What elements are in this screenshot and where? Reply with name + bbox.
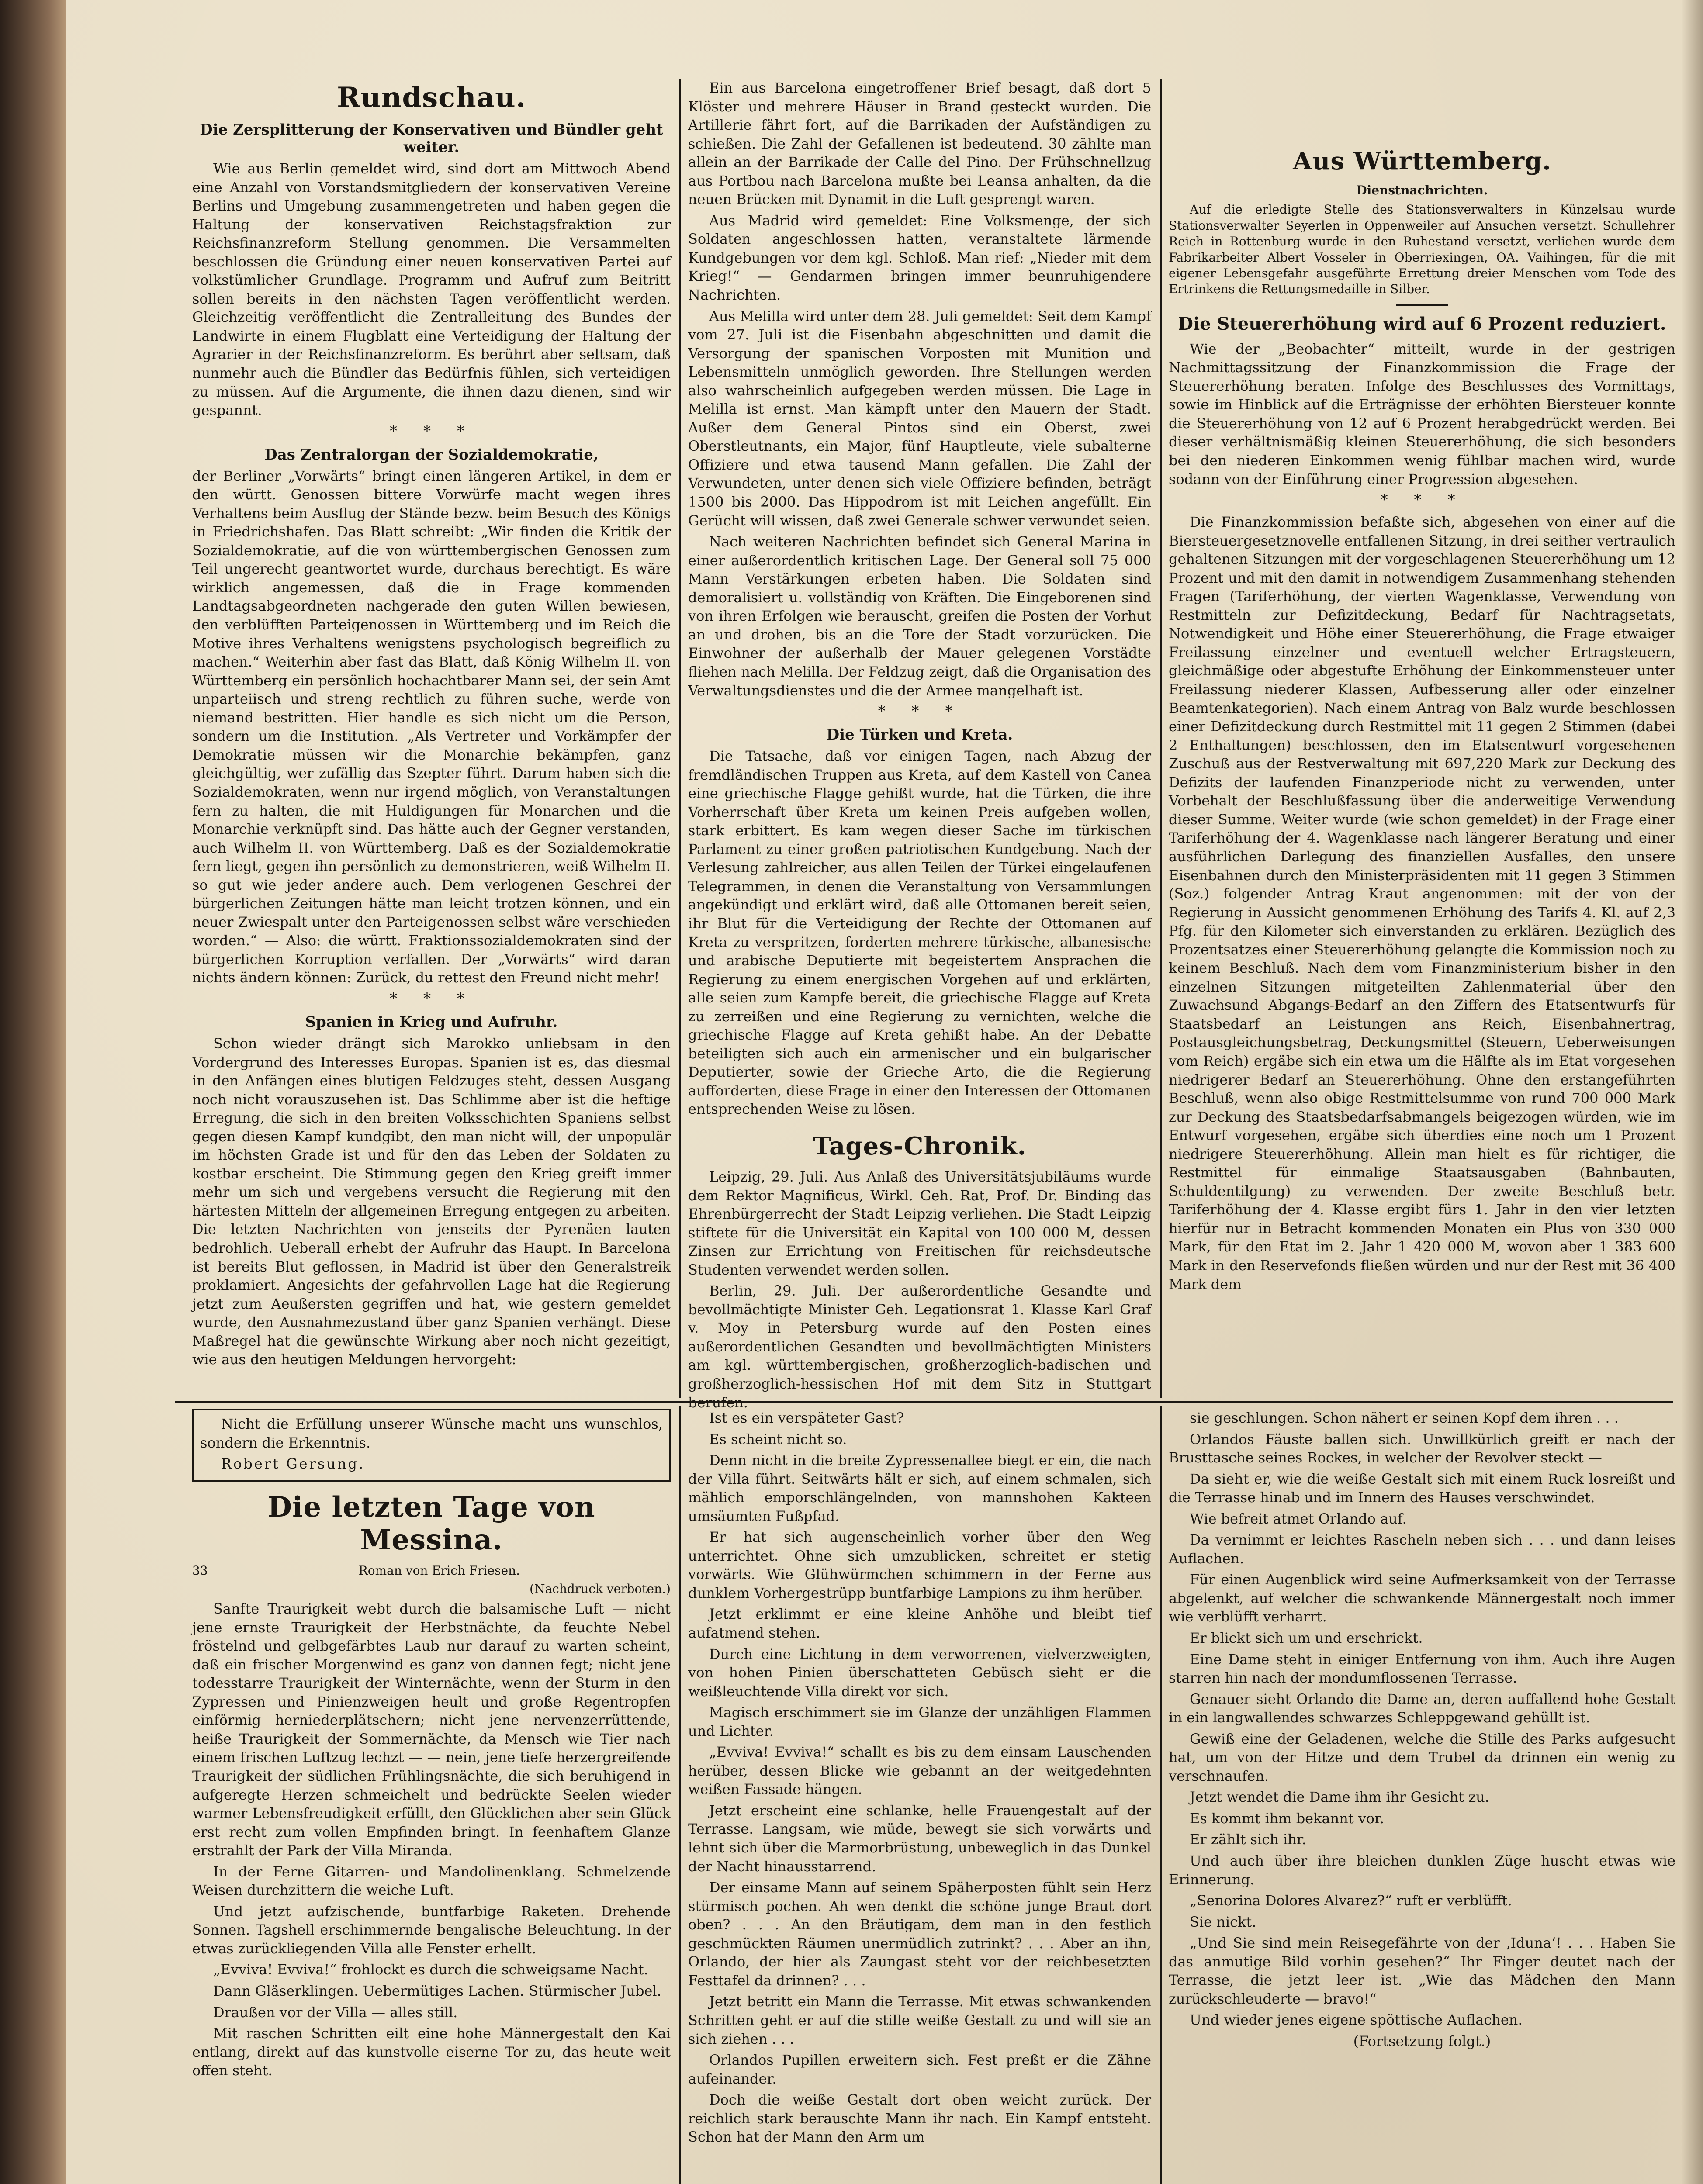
novel-text: Jetzt erklimmt er eine kleine Anhöhe und bleibt tief aufatmend stehen. [688,1606,1151,1641]
novel-text: Orlandos Pupillen erweitern sich. Fest preßt er die Zähne aufeinander. [688,2052,1151,2087]
novel-text: Jetzt wendet die Dame ihm ihr Gesicht zu. [1190,1789,1489,1806]
article-text: Aus Madrid wird gemeldet: Eine Volksmenge, der sich Soldaten angeschlossen hatten, veranstaltete lärmende Kundgebungen vor dem kgl. Schloß. Man rief: „Nieder mit dem Krieg!“ — Gendarmen bringen immer beunruhigendere Nachrichten. [688,212,1151,304]
newspaper-page [66,0,1703,2184]
motto-quote: Nicht die Erfüllung unserer Wünsche macht uns wunschlos, sondern die Erkenntnis. [200,1416,663,1451]
novel-text: Jetzt erscheint eine schlanke, helle Frauengestalt auf der Terrasse. Langsam, wie müde, bewegt sie sich vorwärts und lehnt sich über die Marmorbrüstung, unbeweglich in das Dunkel der Nacht hinausstarrend. [688,1802,1151,1875]
installment-number: 33 [192,1563,208,1578]
novel-text: Und auch über ihre bleichen dunklen Züge huscht etwas wie Erinnerung. [1169,1852,1675,1888]
article-text: Leipzig, 29. Juli. Aus Anlaß des Universitätsjubiläums wurde dem Rektor Magnificus, Wirkl. Geh. Rat, Prof. Dr. Binding das Ehrenbürgerrecht der Stadt Leipzig verliehen. Die Stadt Leipzig stiftete für die Universität ein Kapital von 100 000 M, dessen Zinsen zur Errichtung von Freitischen für reichsdeutsche Studenten verwendet werden sollen. [688,1168,1151,1278]
novel-title: Die letzten Tage von Messina. [267,1490,595,1556]
novel-text: Magisch erschimmert sie im Glanze der unzähligen Flammen und Lichter. [688,1704,1151,1739]
novel-text: Genauer sieht Orlando die Dame an, deren auffallend hohe Gestalt in ein langwallendes schwarzes Schleppgewand gehüllt ist. [1169,1690,1675,1726]
novel-text: Er hat sich augenscheinlich vorher über den Weg unterrichtet. Ohne sich umzublicken, schreitet er stetig vorwärts. Wie Glühwürmchen schimmern in der Ferne aus dunklem Vorhergestrüpp buntfarbige Lampions zu ihm herüber. [688,1529,1151,1601]
novel-text: Eine Dame steht in einiger Entfernung von ihm. Auch ihre Augen starren hin nach der mondumflossenen Terrasse. [1169,1651,1675,1686]
novel-text: Wie befreit atmet Orlando auf. [1190,1510,1407,1527]
novel-text: Es kommt ihm bekannt vor. [1190,1810,1385,1827]
novel-text: Mit raschen Schritten eilt eine hohe Männergestalt den Kai entlang, direkt auf das kunstvolle eiserne Tor zu, das heute weit offen steht. [192,2025,671,2079]
page-edge-shadow [1681,0,1703,2184]
novel-text: „Evviva! Evviva!“ frohlockt es durch die schweigsame Nacht. [213,1961,648,1978]
column-novel-3 [1169,1409,1675,2184]
novel-text: Denn nicht in die breite Zypressenallee biegt er ein, die nach der Villa führt. Seitwärts hält er sich, auf einem schmalen, sich mählich emporschlängelnden, von mannshohen Kakteen umsäumten Fußpfad. [688,1452,1151,1524]
novel-text: Draußen vor der Villa — alles still. [213,2004,458,2021]
column-rule [679,1406,681,2184]
article-heading: Die Türken und Kreta. [826,726,1013,744]
separator-line [1396,304,1448,306]
star-separator: *** [878,702,979,720]
novel-text: Dann Gläserklingen. Uebermütiges Lachen. Stürmischer Jubel. [213,1982,661,1999]
article-heading: Spanien in Krieg und Aufruhr. [305,1013,558,1031]
novel-text: Sie nickt. [1190,1913,1256,1930]
article-heading: Das Zentralorgan der Sozialdemokratie, [264,446,599,463]
article-heading: Dienstnachrichten. [1356,183,1488,197]
reprint-notice: (Nachdruck verboten.) [530,1581,671,1596]
novel-text: sie geschlungen. Schon nähert er seinen Kopf dem ihren . . . [1190,1410,1619,1426]
novel-text: Orlandos Fäuste ballen sich. Unwillkürlich greift er nach der Brusttasche seines Rockes, in welcher der Revolver steckt — [1169,1431,1675,1466]
section-heading-chronik: Tages-Chronik. [813,1131,1027,1161]
star-separator: *** [390,422,491,440]
novel-text: In der Ferne Gitarren- und Mandolinenklang. Schmelzende Weisen durchzittern die weiche Luft. [192,1863,671,1899]
article-text: der Berliner „Vorwärts“ bringt einen längeren Artikel, in dem er den württ. Genossen bittere Vorwürfe macht wegen ihres Verhaltens beim Ausflug der Stände bezw. beim Besuch des Königs in Friedrichshafen. Das Blatt schreibt: „Wir finden die Kritik der Sozialdemokratie, auf die von württembergischen Genossen zum Teil ungerecht geantwortet wurde, durchaus berechtigt. Es wäre wirklich angemessen, daß die in Frage kommenden Landtagsabgeordneten nachgerade den guten Willen bewiesen, den verblüfften Parteigenossen in Württemberg und im Reich die Motive ihres Verhaltens wenigstens psychologisch begreiflich zu machen.“ Weiterhin aber fast das Blatt, daß König Wilhelm II. von Württemberg ein persönlich hochachtbarer Mann sei, der sein Amt unparteiisch und streng rechtlich zu führen suche, werde von niemand bestritten. Hier handle es sich nicht um die Person, sondern um die Institution. „Als Vertreter und Vorkämpfer der Demokratie müssen wir die Monarchie bekämpfen, ganz gleichgültig, wer zufällig das Szepter führt. Darum haben sich die Sozialdemokraten, wenn nur irgend möglich, von Veranstaltungen fern zu halten, die mit Huldigungen für Monarchen und die Monarchie verknüpft sind. Das hätte auch der Gegner verstanden, auch Wilhelm II. von Württemberg. Daß es der Sozialdemokratie fern liegt, gegen ihn persönlich zu demonstrieren, weiß Wilhelm II. so gut wie jeder andere auch. Dem verlogenen Geschrei der bürgerlichen Zeitungen hätte man leicht trotzen können, und ein neuer Zwiespalt unter den Parteigenossen selbst wäre verschieden worden.“ — Also: die württ. Fraktionssozialdemokraten sind der bürgerlichen Korruption verfallen. Der „Vorwärts“ wird daran nichts ändern können: Zurück, du rettest den Freund nicht mehr! [192,467,671,986]
spacer [1169,79,1675,144]
novel-byline: Roman von Erich Friesen. [358,1563,520,1578]
article-text: Aus Melilla wird unter dem 28. Juli gemeldet: Seit dem Kampf vom 27. Juli ist die Eisenbahn abgeschnitten und damit die Versorgung der spanischen Vorposten mit Munition und Lebensmitteln unmöglich geworden. Ihre Stellungen werden also wahrscheinlich aufgegeben werden müssen. Die Lage in Melilla ist ernst. Man kämpft unter den Mauern der Stadt. Außer dem General Pintos sind ein Oberst, zwei Oberstleutnants, ein Major, fünf Hauptleute, viele subalterne Offiziere und etwa tausend Mann gefallen. Die Zahl der Verwundeten, unter denen sich viele Offiziere befinden, beträgt 1500 bis 2000. Das Hippodrom ist mit Leichen angefüllt. Ein Gerücht will wissen, daß zwei Generale schwer verwundet seien. [688,308,1151,529]
article-text: Die Finanzkommission befaßte sich, abgesehen von einer auf die Biersteuergesetznovelle entfallenen Sitzung, in drei seither vertraulich gehaltenen Sitzungen mit der vorgeschlagenen Steuererhöhung um 12 Prozent und mit den damit in notwendigem Zusammenhang stehenden Fragen (Tariferhöhung, der vierten Wagenklasse, Verwendung von Restmitteln zur Defizitdeckung, Bedarf für Nachtragsetats, Notwendigkeit und Höhe einer Steuererhöhung, die Frage etwaiger Freilassung einzelner und eventuell welcher Ertragsteuern, gleichmäßige oder abgestufte Erhöhung der Einkommensteuer unter Freilassung niederer Klassen, Aufbesserung aller oder einzelner Beamtenkategorien). Nach einem Antrag von Balz wurde beschlossen einer Defizitdeckung durch Restmittel mit 11 gegen 2 Stimmen (dabei 2 Enthaltungen) beschlossen, den im Etatsentwurf vorgesehenen Zuschuß aus der Restverwaltung mit 697,220 Mark zur Deckung des Defizits der laufenden Finanzperiode nicht zu verwenden, unter Vorbehalt der Beschlußfassung über die anderweitige Verwendung dieser Summe. Weiter wurde (wie schon gemeldet) in der Frage einer Tariferhöhung der 4. Wagenklasse nach längerer Beratung und einer ausführlichen Darlegung des finanziellen Ausfalles, den unsere Eisenbahnen durch den Ministerpräsidenten mit 11 gegen 3 Stimmen (Soz.) folgender Antrag Kraut angenommen: mit der von der Regierung in Aussicht genommenen Erhöhung des Tarifs 4. Kl. auf 2,3 Pfg. für den Kilometer sich einverstanden zu erklären. Bezüglich des Prozentsatzes einer Steuererhöhung gelangte die Kommission noch zu keinem Beschluß. Nach dem vom Finanzministerium bisher in den einzelnen Sitzungen mitgeteilten Zahlenmaterial über den Zuwachsund Abgangs-Bedarf an den Ziffern des Etatsentwurfs für Staatsbedarf an Leistungen ans Reich, Eisenbahnertrag, Postausgleichungsbetrag, Deckungsmittel (Steuern, Ueberweisungen vom Reich) ergäbe sich ein etwa um die Hälfte als im Etat vorgesehen niedrigerer Bedarf an Steuererhöhung. Ohne den erstangeführten Beschluß, wenn also obige Restmittelsumme von rund 700 000 Mark zur Deckung des Staatsbedarfsabmangels beigezogen würden, wie im Entwurf vorgesehen, ergäbe sich überdies eine noch um 1 Prozent niedrigere Steuererhöhung. Allein man hielt es für richtiger, die Restmittel für einmalige Staatsausgaben (Bahnbauten, Schuldentilgung) zu verwenden. Der zweite Beschluß betr. Tariferhöhung der 4. Klasse ergibt fürs 1. Jahr in den vier letzten hierfür nur in Betracht kommenden Monaten ein Plus von 330 000 Mark, für den Etat im 2. Jahr 1 420 000 M, wovon aber 1 383 600 Mark in den Reservefonds fließen würden und nur der Rest mit 36 400 Mark dem [1169,514,1675,1292]
column-rule [679,79,681,1398]
star-separator: *** [1380,491,1481,509]
motto-author: Robert Gersung. [221,1455,365,1472]
article-text: Nach weiteren Nachrichten befindet sich General Marina in einer außerordentlich kritischen Lage. Der General soll 75 000 Mann Verstärkungen erbeten haben. Die Soldaten sind demoralisiert u. vollständig von Kräften. Die Eingeborenen sind von ihren Erfolgen wie berauscht, greifen die Posten der Vorhut an und drohen, bis an die Tore der Stadt vorzurücken. Die Einwohner der außerhalb der Mauer gelegenen Vorstädte fliehen nach Melilla. Der Feldzug zeigt, daß die Organisation des Verwaltungsdienstes und die der Armee mangelhaft ist. [688,533,1151,699]
section-heading-wuerttemberg: Aus Württemberg. [1293,147,1551,176]
column-rule [1160,79,1162,1398]
novel-text: Gewiß eine der Geladenen, welche die Stille des Parks aufgesucht hat, um von der Hitze und dem Trubel da drinnen ein wenig zu verschnaufen. [1169,1730,1675,1784]
star-separator: *** [390,989,491,1007]
article-heading: Die Zersplitterung der Konservativen und Bündler geht weiter. [200,121,663,156]
novel-text: Da sieht er, wie die weiße Gestalt sich mit einem Ruck losreißt und die Terrasse hinab und im Innern des Hauses verschwindet. [1169,1470,1675,1506]
novel-text: Er zählt sich ihr. [1190,1831,1306,1848]
article-heading: Die Steuererhöhung wird auf 6 Prozent reduziert. [1178,313,1666,334]
article-text: Auf die erledigte Stelle des Stationsverwalters in Künzelsau wurde Stationsverwalter Seyerlen in Oppenweiler auf Ansuchen versetzt. Schullehrer Reich in Rottenburg wurde in den Ruhestand versetzt, verliehen wurde dem Fabrikarbeiter Albert Vosseler in Oberriexingen, OA. Vaihingen, für die mit eigener Lebensgefahr ausgeführte Errettung dreier Menschen vom Tode des Ertrinkens die Rettungsmedaille in Silber. [1169,202,1675,297]
novel-text: Er blickt sich um und erschrickt. [1190,1630,1423,1647]
novel-text: Es scheint nicht so. [709,1431,847,1448]
novel-text: Und jetzt aufzischende, buntfarbige Raketen. Drehende Sonnen. Tagshell erschimmernde bengalische Beleuchtung. In der etwas zurückliegenden Villa alle Fenster erhellt. [192,1903,671,1957]
column-middle [688,79,1151,1411]
novel-text: Sanfte Traurigkeit webt durch die balsamische Luft — nicht jene ernste Traurigkeit der Herbstnächte, da feuchte Nebel fröstelnd und gelbgefärbtes Laub nur darauf zu warten scheint, daß ein frischer Morgenwind es ganz von dannen fegt; nicht jene todesstarre Traurigkeit der Winternächte, wenn der Sturm in den Zypressen und Pinienzweigen heult und große Regentropfen einförmig herniederplätschern; nicht jene nervenzerrüttende, heiße Traurigkeit der Sommernächte, da Mensch wie Tier nach einem frischen Luftzug lechzt — — nein, jene tiefe herzergreifende Traurigkeit der südlichen Frühlingsnächte, die sich beruhigend in aufgeregte Herzen schmeichelt und bedrückte Seelen wieder warmer Lebensfreudigkeit erfüllt, den Glücklichen aber sein Glück erst recht zum vollen Empfinden bringt. In feenhaftem Glanze erstrahlt der Park der Villa Miranda. [192,1600,671,1859]
continuation-note: (Fortsetzung folgt.) [1353,2032,1491,2049]
column-rule [1160,1406,1162,2184]
column-rundschau [192,79,671,1398]
novel-text: Und wieder jenes eigene spöttische Auflachen. [1190,2011,1523,2028]
book-binding [0,0,66,2184]
section-heading-rundschau: Rundschau. [337,81,526,114]
article-text: Wie der „Beobachter“ mitteilt, wurde in der gestrigen Nachmittagssitzung der Finanzkommission die Frage der Steuererhöhung beraten. Infolge des Beschlusses des Vormittags, sowie im Hinblick auf die Erträgnisse der erhöhten Biersteuer konnte die Steuererhöhung von 12 auf 6 Prozent herabgedrückt werden. Bei dieser verhältnismäßig kleinen Steuererhöhung, die sich besonders bei den niederen Einkommen wenig fühlbar machen wird, wurde sodann von der Einführung einer Progression abgesehen. [1169,340,1675,487]
article-text: Berlin, 29. Juli. Der außerordentliche Gesandte und bevollmächtigte Minister Geh. Legationsrat 1. Klasse Karl Graf v. Moy in Petersburg wurde auf den Posten eines außerordentlichen Gesandten und bevollmächtigten Ministers am kgl. württembergischen, großherzoglich-badischen und großherzoglich-hessischen Hof mit dem Sitz in Stuttgart berufen. [688,1282,1151,1411]
novel-byline-row [192,1563,671,1578]
novel-text: Für einen Augenblick wird seine Aufmerksamkeit von der Terrasse abgelenkt, auf welcher die schwankende Männergestalt noch immer wie verblüfft verharrt. [1169,1571,1675,1625]
article-text: Wie aus Berlin gemeldet wird, sind dort am Mittwoch Abend eine Anzahl von Vorstandsmitgliedern der konservativen Vereine Berlins und Umgebung zusammengetreten und haben gegen die Haltung der konservativen Reichstagsfraktion zur Reichsfinanzreform Stellung genommen. Die Versammelten beschlossen die Gründung einer neuen konservativen Partei auf volkstümlicher Grundlage. Programm und Aufruf zum Beitritt sollen bereits in den nächsten Tagen veröffentlicht werden. Gleichzeitig veröffentlicht die Zentralleitung des Bundes der Landwirte in einem Flugblatt eine Verteidigung der Haltung der Agrarier in der Reichsfinanzreform. Es berührt aber seltsam, daß nunmehr auch die Bündler das Bedürfnis fühlen, sich verteidigen zu müssen. Auf die Argumente, die ihnen dazu dienen, sind wir gespannt. [192,160,671,419]
novel-text: Der einsame Mann auf seinem Späherposten fühlt sein Herz stürmisch pochen. Ah wen denkt die schöne junge Braut dort oben? . . . An den Bräutigam, dem man in den festlich geschmückten Räumen unermüdlich zutrinkt? . . . Aber an ihn, Orlando, der hier als Zaungast steht vor der reichbesetzten Festtafel da drinnen? . . . [688,1879,1151,1989]
column-novel-2 [688,1409,1151,2184]
novel-text: „Senorina Dolores Alvarez?“ ruft er verblüfft. [1190,1892,1512,1909]
article-text: Schon wieder drängt sich Marokko unliebsam in den Vordergrund des Interesses Europas. Spanien ist es, das diesmal in den Anfängen eines blutigen Feldzuges steht, dessen Ausgang noch nicht vorauszusehen ist. Das Schlimme aber ist die heftige Erregung, die sich in den breiten Volksschichten Spaniens selbst gegen diesen Kampf kundgibt, den man nicht will, der unpopulär im höchsten Grade ist und für den das Leben der Soldaten zu kostbar erscheint. Die Stimmung gegen den Krieg greift immer mehr um sich und vergebens versucht die Regierung mit den härtesten Mitteln der allgemeinen Erregung entgegen zu arbeiten. Die letzten Nachrichten von jenseits der Pyrenäen lauten bedrohlich. Ueberall erhebt der Aufruhr das Haupt. In Barcelona ist bereits Blut geflossen, in Madrid ist über den Generalstreik proklamiert. Angesichts der gefahrvollen Lage hat die Regierung jetzt zum Aeußersten gegriffen und hat, wie gestern gemeldet wurde, den Ausnahmezustand über ganz Spanien verhängt. Diese Maßregel hat die gewünschte Wirkung aber noch nicht gezeitigt, wie aus den heutigen Meldungen hervorgeht: [192,1035,671,1368]
motto-box [192,1409,671,1482]
novel-text: Jetzt betritt ein Mann die Terrasse. Mit etwas schwankenden Schritten geht er auf die stille weiße Gestalt zu und will sie an sich ziehen . . . [688,1993,1151,2047]
column-novel-1 [192,1409,671,2184]
novel-text: Doch die weiße Gestalt dort oben weicht zurück. Der reichlich stark berauschte Mann ihr nach. Ein Kampf entsteht. Schon hat der Mann den Arm um [688,2091,1151,2146]
novel-text: „Und Sie sind mein Reisegefährte von der ‚Iduna‘! . . . Haben Sie das anmutige Bild vorhin gesehen?“ Ihr Finger deutet nach der Terrasse, die jetzt leer ist. „Wie das Mädchen den Mann zurückschleuderte — bravo!“ [1169,1935,1675,2007]
column-wuerttemberg [1169,79,1675,1398]
article-text: Ein aus Barcelona eingetroffener Brief besagt, daß dort 5 Klöster und mehrere Häuser in Brand gesteckt wurden. Die Artillerie fährt fort, auf die Barrikaden der Aufständigen zu schießen. Die Zahl der Gefallenen ist bedeutend. 30 zählte man allein an der Barrikade der Calle del Pino. Der Frühschnellzug aus Portbou nach Barcelona mußte bei Leansa anhalten, da die neuen Brücken mit Dynamit in die Luft gesprengt waren. [688,79,1151,208]
novel-text: Durch eine Lichtung in dem verworrenen, vielverzweigten, von hohen Pinien überschatteten Gebüsch sieht er die weißleuchtende Villa direkt vor sich. [688,1645,1151,1700]
novel-text: Ist es ein verspäteter Gast? [709,1410,904,1426]
novel-text: Da vernimmt er leichtes Rascheln neben sich . . . und dann leises Auflachen. [1169,1531,1675,1567]
article-text: Die Tatsache, daß vor einigen Tagen, nach Abzug der fremdländischen Truppen aus Kreta, auf dem Kastell von Canea eine griechische Flagge gehißt wurde, hat die Türken, die ihre Vorherrschaft über Kreta um keinen Preis aufgeben wollen, stark erbittert. Es kam wegen dieser Sache im türkischen Parlament zu einer großen patriotischen Kundgebung. Nach der Verlesung zahlreicher, aus allen Teilen der Türkei eingelaufenen Telegrammen, in denen die Veranstaltung von Versammlungen angekündigt und erklärt wird, daß alle Ottomanen bereit seien, ihr Blut für die Verteidigung der Rechte der Ottomanen auf Kreta zu verspritzen, forderten mehrere türkische, albanesische und arabische Deputierte mit begeistertem Ansprachen die Regierung zu einem energischen Vorgehen auf und erklärten, alle seien zum Kampfe bereit, die griechische Flagge auf Kreta zu zerreißen und eine Regierung zu vernichten, welche die griechische Flagge auf Kreta gehißt habe. An der Debatte beteiligten sich auch ein armenischer und ein bulgarischer Deputierter, sowie der Grieche Arto, die die Regierung aufforderten, diese Frage in einer den Interessen der Ottomanen entsprechenden Weise zu lösen. [688,748,1151,1118]
novel-text: „Evviva! Evviva!“ schallt es bis zu dem einsam Lauschenden herüber, dessen Blicke wie gebannt an der weitgedehnten weißen Fassade hängen. [688,1744,1151,1798]
